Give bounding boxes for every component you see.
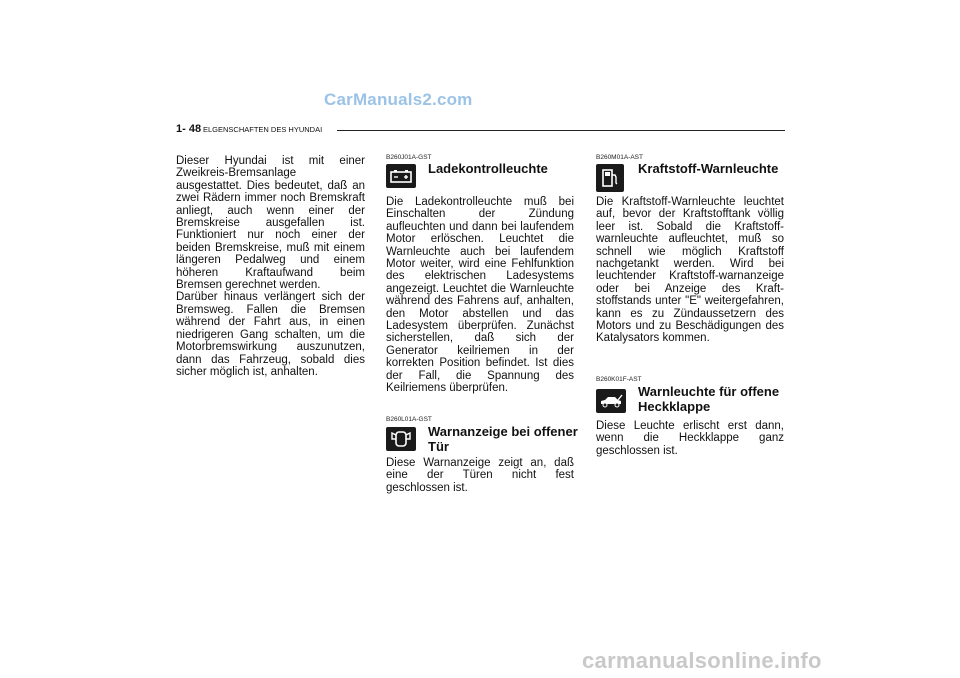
tailgate-text: Diese Leuchte erlischt erst dann, wenn die Heckklappe ganz geschlossen ist.	[596, 420, 784, 457]
tailgate-open-icon	[596, 389, 626, 413]
brake-paragraph-2: Darüber hinaus verlängert sich der Bremsweg. Fallen die Bremsen während der Fahrt aus, in einen niedrigeren Gang schalten, um die Motorbremswirkung auszunutzen, dann das Fahrzeug, sobald dies sicher möglich ist, anhalten.	[176, 291, 365, 378]
page-number: 1- 48	[176, 123, 202, 135]
door-open-icon	[386, 427, 416, 451]
battery-icon	[386, 164, 416, 188]
door-section-code: B260L01A-GST	[386, 416, 432, 423]
tailgate-heading: Warnleuchte für offene Heckklappe	[638, 384, 780, 414]
section-title: ELGENSCHAFTEN DES HYUNDAI	[203, 125, 323, 134]
brake-system-text	[176, 155, 365, 378]
charge-heading: Ladekontrolleuchte	[428, 161, 548, 176]
fuel-pump-icon	[596, 164, 624, 192]
charge-text: Die Ladekontrolleuchte muß bei Einschalten der Zündung aufleuchten und dann bei laufendem Motor erlöschen. Leuchtet die Warnleuchte auch bei laufendem Motor weiter, wird eine Fehlfunktion des elektrischen Ladesystems angezeigt. Leuchtet die Warnleuchte während des Fahrens auf, anhalten, den Motor abstellen und das Ladesystem überprüfen. Zunächst sicherstellen, daß sich der Generator keilriemen in der korrekten Position befindet. Ist dies der Fall, die Spannung des Keilriemens überprüfen.	[386, 196, 574, 395]
header-rule	[337, 130, 785, 131]
fuel-section-code: B260M01A-AST	[596, 154, 643, 161]
door-heading: Warnanzeige bei offener Tür	[428, 424, 578, 454]
charge-section-code: B260J01A-GST	[386, 154, 432, 161]
door-text: Diese Warnanzeige zeigt an, daß eine der Türen nicht fest geschlossen ist.	[386, 457, 574, 494]
fuel-heading: Kraftstoff-Warnleuchte	[638, 161, 779, 176]
watermark-top: CarManuals2.com	[324, 90, 473, 109]
fuel-text: Die Kraftstoff-Warnleuchte leuchtet auf, bevor der Kraftstofftank völlig leer ist. Sobald die Kraftstoff-warnleuchte aufleuchtet, muß so schnell wie möglich Kraftstoff nachgetankt werden. Wird bei leuchtender Kraftstoff-warnanzeige oder bei Anzeige des Kraft-stoffstands unter "E" weitergefahren, kann es zu Zündaussetzern des Motors und zu Beschädigungen des Katalysators kommen.	[596, 196, 784, 345]
tailgate-section-code: B260K01F-AST	[596, 376, 642, 383]
watermark-bottom: carmanualsonline.info	[582, 648, 822, 673]
brake-paragraph-1: Dieser Hyundai ist mit einer Zweikreis-Bremsanlage ausgestattet. Dies bedeutet, daß an zwei Rädern immer noch Bremskraft anliegt, auch wenn einer der Bremskreise ausgefallen ist. Funktioniert nur noch einer der beiden Bremskreise, muß mit einem längeren Pedalweg und einem höheren Kraftaufwand beim Bremsen gerechnet werden.	[176, 155, 365, 292]
